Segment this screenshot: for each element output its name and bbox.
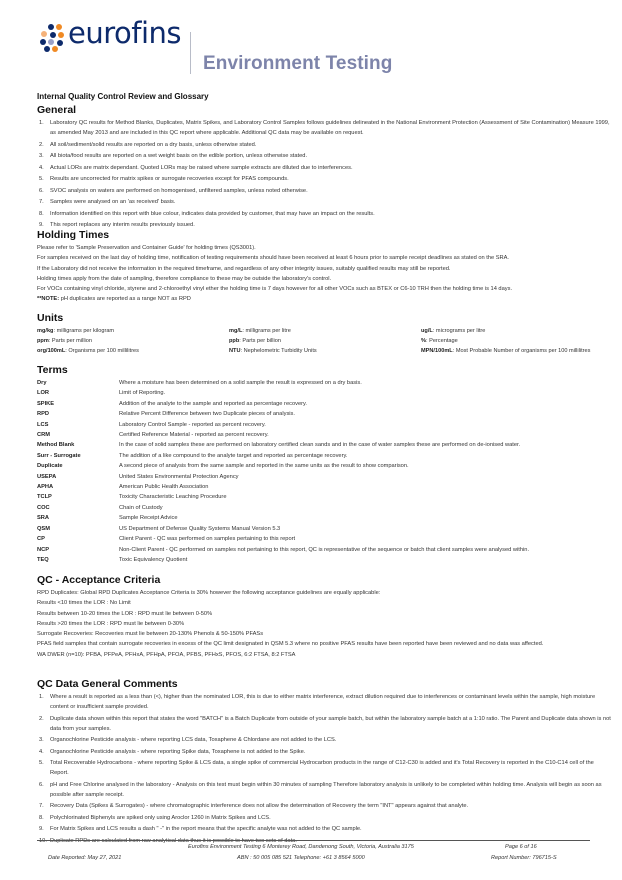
list-item: [37, 163, 612, 173]
item-text: Actual LORs are matrix dependant. Quoted LORs may be raised where sample extracts are diluted due to interferences.: [50, 164, 353, 171]
item-text: Duplicate data shown within this report that states the word "BATCH" is a Batch Duplicate from outside of your sample batch, but within the laboratory sample batch at a 1:10 ratio. The Parent and Duplicate data shown is not data from your samples.: [50, 715, 611, 732]
term-name: CP: [37, 536, 45, 543]
acceptance-line: WA DWER (n=10): PFBA, PFPeA, PFHxA, PFHpA, PFOA, PFBS, PFHxS, PFOS, 6:2 FTSA, 8:2 FTSA: [37, 651, 296, 658]
eurofins-dots-icon: [38, 24, 64, 50]
term-definition: Limit of Reporting.: [119, 390, 166, 397]
term-row: [37, 545, 612, 555]
units-section: [37, 312, 612, 356]
term-row: [37, 524, 612, 534]
unit-item: [421, 336, 621, 346]
holding-times-section: [37, 229, 612, 305]
unit-item: [229, 346, 421, 356]
item-number: 9.: [39, 222, 44, 228]
term-definition: Toxicity Characteristic Leaching Procedure: [119, 494, 227, 501]
list-item: [37, 174, 612, 184]
unit-abbrev: org/100mL: [37, 348, 66, 354]
term-row: [37, 513, 612, 523]
item-text: This report replaces any interim results previously issued.: [50, 222, 195, 228]
item-number: 5.: [39, 760, 44, 766]
list-item: [37, 692, 612, 712]
comments-list: [37, 692, 612, 846]
unit-item: [421, 326, 621, 336]
item-text: Polychlorinated Biphenyls are spiked only using Aroclor 1260 in Matrix Spikes and LCS.: [50, 814, 271, 821]
item-number: 1.: [39, 120, 44, 126]
unit-item: [229, 326, 421, 336]
item-text: Information identified on this report with blue colour, indicates data provided by customer, that may have an impact on the results.: [50, 210, 375, 217]
holding-times-heading: Holding Times: [37, 229, 110, 241]
item-number: 9.: [39, 826, 44, 832]
term-row: [37, 420, 612, 430]
term-definition: Relative Percent Difference between two Duplicate pieces of analysis.: [119, 411, 295, 418]
holding-line: For samples received on the last day of holding time, notification of testing requirements should have been received at least 6 hours prior to sample receipt deadlines as stated on the SRA.: [37, 255, 510, 262]
brand-name: eurofins: [68, 16, 182, 50]
term-name: TEQ: [37, 556, 49, 563]
item-text: Laboratory QC results for Method Blanks, Duplicates, Matrix Spikes, and Laboratory Control Samples follows guidelines delineated in the National Environment Protection (Assessment of Site Contamination) Measure 1999, as amended May 2013 and are included in this QC report where applicable. Additional QC data may be available on request.: [50, 120, 610, 136]
term-name: Duplicate: [37, 463, 63, 470]
term-name: Dry: [37, 380, 47, 386]
unit-desc: : milligrams per kilogram: [53, 328, 115, 334]
term-row: [37, 461, 612, 471]
item-number: 8.: [39, 814, 44, 821]
item-number: 2.: [39, 141, 44, 148]
holding-line: If the Laboratory did not receive the information in the required timeframe, and regardless of any other integrity issues, suitably qualified results may still be reported.: [37, 265, 451, 272]
term-definition: The addition of a like compound to the analyte target and reported as percentage recovery.: [119, 452, 348, 459]
term-row: [37, 440, 612, 450]
term-name: USEPA: [37, 473, 57, 480]
item-number: 7.: [39, 803, 44, 809]
holding-line: Holding times apply from the date of sampling, therefore compliance to these may be outside the laboratory's control.: [37, 275, 332, 282]
note-label: **NOTE:: [37, 296, 60, 303]
item-text: SVOC analysis on waters are performed on homogenised, unfiltered samples, unless noted otherwise.: [50, 187, 308, 194]
units-grid: [37, 326, 612, 356]
unit-desc: : micrograms per litre: [432, 328, 486, 334]
acceptance-line: Surrogate Recoveries: Recoveries must lie between 20-130% Phenols & 50-150% PFASs: [37, 631, 264, 638]
term-name: CRM: [37, 432, 50, 439]
acceptance-line: RPD Duplicates: Global RPD Duplicates Acceptance Criteria is 30% however the following acceptance guidelines are equally applicable:: [37, 590, 381, 596]
acceptance-line: PFAS field samples that contain surrogate recoveries in excess of the QC limit designated in QSM 5.3 where no positive PFAS results have been reported have been reviewed and no data was affected.: [37, 641, 544, 648]
item-number: 1.: [39, 694, 44, 700]
acceptance-lines: [37, 588, 612, 660]
item-number: 3.: [39, 737, 44, 743]
list-item: [37, 801, 612, 811]
brand-tagline: Environment Testing: [203, 53, 393, 74]
general-heading: General: [37, 104, 77, 116]
unit-item: [421, 346, 621, 356]
item-number: 3.: [39, 153, 44, 159]
term-name: LCS: [37, 421, 49, 428]
holding-note: [37, 294, 612, 304]
footer-address: Eurofins Environment Testing 6 Monterey Road, Dandenong South, Victoria, Australia 3175: [188, 844, 414, 850]
term-row: [37, 482, 612, 492]
term-definition: US Department of Defense Quality Systems Manual Version 5.3: [119, 525, 281, 532]
footer-page: Page 6 of 16: [505, 844, 537, 850]
list-item: [37, 186, 612, 196]
units-heading: Units: [37, 312, 64, 324]
item-text: Organochlorine Pesticide analysis - where reporting Spike data, Toxaphene is not added to the Spike.: [50, 748, 306, 755]
item-text: Total Recoverable Hydrocarbons - where reporting Spike & LCS data, a single spike of commercial Hydrocarbon products in the range of C12-C30 is added and it's Total Recovery is reported in the C10-C14 cell of the Report.: [50, 760, 594, 776]
unit-abbrev: %: [421, 338, 426, 344]
eurofins-logo: [38, 16, 218, 62]
term-name: Surr - Surrogate: [37, 452, 81, 459]
item-text: Organochlorine Pesticide analysis - where reporting LCS data, Toxaphene & Chlordane are not added to the LCS.: [50, 737, 337, 743]
item-number: 4.: [39, 164, 44, 171]
footer-report-number: Report Number: 796715-S: [491, 855, 557, 861]
holding-line: For VOCs containing vinyl chloride, styrene and 2-chloroethyl vinyl ether the holding time is 7 days however for all other VOCs such as BTEX or C6-10 TRH then the holding time is 14 days.: [37, 286, 513, 293]
term-row: [37, 409, 612, 419]
list-item: [37, 813, 612, 823]
acceptance-line: Results <10 times the LOR : No Limit: [37, 600, 131, 607]
item-number: 6.: [39, 187, 44, 194]
list-item: [37, 151, 612, 161]
unit-abbrev: mg/kg: [37, 328, 54, 334]
holding-line: Please refer to 'Sample Preservation and Container Guide' for holding times (QS3001).: [37, 245, 256, 251]
list-item: [37, 118, 612, 138]
term-name: TCLP: [37, 494, 52, 501]
terms-list: [37, 378, 612, 565]
list-item: [37, 780, 612, 800]
term-row: [37, 378, 612, 388]
item-text: All soil/sediment/solid results are reported on a dry basis, unless otherwise stated.: [50, 141, 257, 148]
item-number: 5.: [39, 176, 44, 182]
term-row: [37, 451, 612, 461]
unit-item: [229, 336, 421, 346]
holding-times-lines: [37, 243, 612, 294]
term-row: [37, 555, 612, 565]
unit-abbrev: ppm: [37, 338, 49, 344]
term-definition: Client Parent - QC was performed on samples pertaining to this report: [119, 536, 296, 543]
unit-desc: : Percentage: [425, 338, 458, 344]
list-item: [37, 209, 612, 219]
list-item: [37, 747, 612, 757]
comments-heading: QC Data General Comments: [37, 678, 178, 690]
unit-desc: : Parts per million: [48, 338, 93, 344]
unit-item: [37, 346, 229, 356]
general-section: [37, 104, 612, 232]
unit-desc: : milligrams per litre: [242, 328, 291, 334]
term-definition: American Public Health Association: [119, 484, 209, 491]
note-text: pH duplicates are reported as a range NOT as RPD: [59, 296, 191, 303]
term-definition: Sample Receipt Advice: [119, 515, 178, 522]
unit-abbrev: mg/L: [229, 328, 243, 334]
term-name: NCP: [37, 546, 50, 553]
unit-desc: : Organisms per 100 millilitres: [65, 348, 139, 354]
list-item: [37, 714, 612, 734]
term-definition: Toxic Equivalency Quotient: [119, 556, 188, 563]
list-item: [37, 824, 612, 834]
unit-abbrev: ug/L: [421, 328, 433, 334]
term-name: QSM: [37, 525, 50, 532]
term-row: [37, 503, 612, 513]
term-name: COC: [37, 504, 50, 511]
term-definition: Where a moisture has been determined on a solid sample the result is expressed on a dry basis.: [119, 380, 362, 386]
term-definition: United States Environmental Protection Agency: [119, 473, 239, 480]
unit-desc: : Most Probable Number of organisms per 100 millilitres: [452, 348, 591, 354]
item-text: pH and Free Chlorine analysed in the laboratory - Analysis on this test must begin within 30 minutes of sampling Therefore laboratory analysis is unlikely to be completed within holding time. Analysis will begin as soon as possible after sample receipt.: [50, 781, 602, 798]
item-number: 8.: [39, 210, 44, 217]
term-name: Method Blank: [37, 442, 75, 449]
general-list: [37, 118, 612, 230]
document-title: Internal Quality Control Review and Glossary: [37, 92, 209, 101]
unit-abbrev: NTU: [229, 348, 241, 354]
logo-divider: [190, 32, 191, 74]
list-item: [37, 140, 612, 150]
term-row: [37, 534, 612, 544]
unit-desc: : Nephelometric Turbidity Units: [240, 348, 317, 354]
term-row: [37, 388, 612, 398]
terms-heading: Terms: [37, 364, 68, 376]
term-name: SPIKE: [37, 400, 55, 407]
item-number: 2.: [39, 715, 44, 722]
term-definition: Chain of Custody: [119, 504, 163, 511]
term-name: RPD: [37, 411, 50, 418]
item-number: 6.: [39, 781, 44, 788]
comments-section: [37, 678, 612, 847]
term-name: LOR: [37, 390, 50, 397]
item-text: Results are uncorrected for matrix spikes or surrogate recoveries except for PFAS compounds.: [50, 176, 289, 182]
term-definition: Non-Client Parent - QC performed on samples not pertaining to this report, QC is representative of the sequence or batch that client samples were analysed within.: [119, 546, 530, 553]
item-text: All biota/food results are reported on a wet weight basis on the edible portion, unless otherwise stated.: [50, 153, 308, 159]
acceptance-section: [37, 574, 612, 660]
list-item: [37, 758, 612, 778]
term-row: [37, 430, 612, 440]
item-text: Where a result is reported as a less than (<), higher than the nominated LOR, this is due to either matrix interference, extract dilution required due to interferences or contaminant levels within the sample, high moisture content or insufficient sample provided.: [50, 694, 596, 710]
item-text: Recovery Data (Spikes & Surrogates) - where chromatographic interference does not allow the determination of Recovery the term "INT" appears against that analyte.: [50, 803, 469, 809]
term-definition: Certified Reference Material - reported as percent recovery.: [119, 432, 269, 439]
term-row: [37, 492, 612, 502]
term-row: [37, 472, 612, 482]
list-item: [37, 735, 612, 745]
acceptance-heading: QC - Acceptance Criteria: [37, 574, 161, 586]
term-definition: A second piece of analysis from the same sample and reported in the same units as the result to show comparison.: [119, 463, 409, 470]
unit-item: [37, 336, 229, 346]
footer-date: Date Reported: May 27, 2021: [48, 855, 122, 861]
unit-desc: : Parts per billion: [239, 338, 281, 344]
term-name: SRA: [37, 515, 50, 522]
term-name: APHA: [37, 484, 54, 491]
item-number: 4.: [39, 748, 44, 755]
unit-abbrev: ppb: [229, 338, 240, 344]
terms-section: [37, 364, 612, 565]
term-definition: Laboratory Control Sample - reported as percent recovery.: [119, 421, 266, 428]
footer-contact: ABN : 50 005 085 521 Telephone: +61 3 8564 5000: [237, 855, 365, 861]
term-row: [37, 399, 612, 409]
term-definition: Addition of the analyte to the sample and reported as percentage recovery.: [119, 400, 308, 407]
acceptance-line: Results between 10-20 times the LOR : RPD must lie between 0-50%: [37, 610, 213, 617]
term-definition: In the case of solid samples these are performed on laboratory certified clean sands and in the case of water samples these are performed on de-ionised water.: [119, 442, 521, 449]
footer-divider: [37, 840, 590, 841]
acceptance-line: Results >20 times the LOR : RPD must lie between 0-30%: [37, 620, 185, 627]
item-number: 7.: [39, 199, 44, 205]
unit-abbrev: MPN/100mL: [421, 348, 453, 354]
list-item: [37, 197, 612, 207]
item-text: Samples were analysed on an 'as received' basis.: [50, 199, 176, 205]
item-text: For Matrix Spikes and LCS results a dash " -" in the report means that the specific analyte was not added to the QC sample.: [50, 826, 362, 832]
unit-item: [37, 326, 229, 336]
